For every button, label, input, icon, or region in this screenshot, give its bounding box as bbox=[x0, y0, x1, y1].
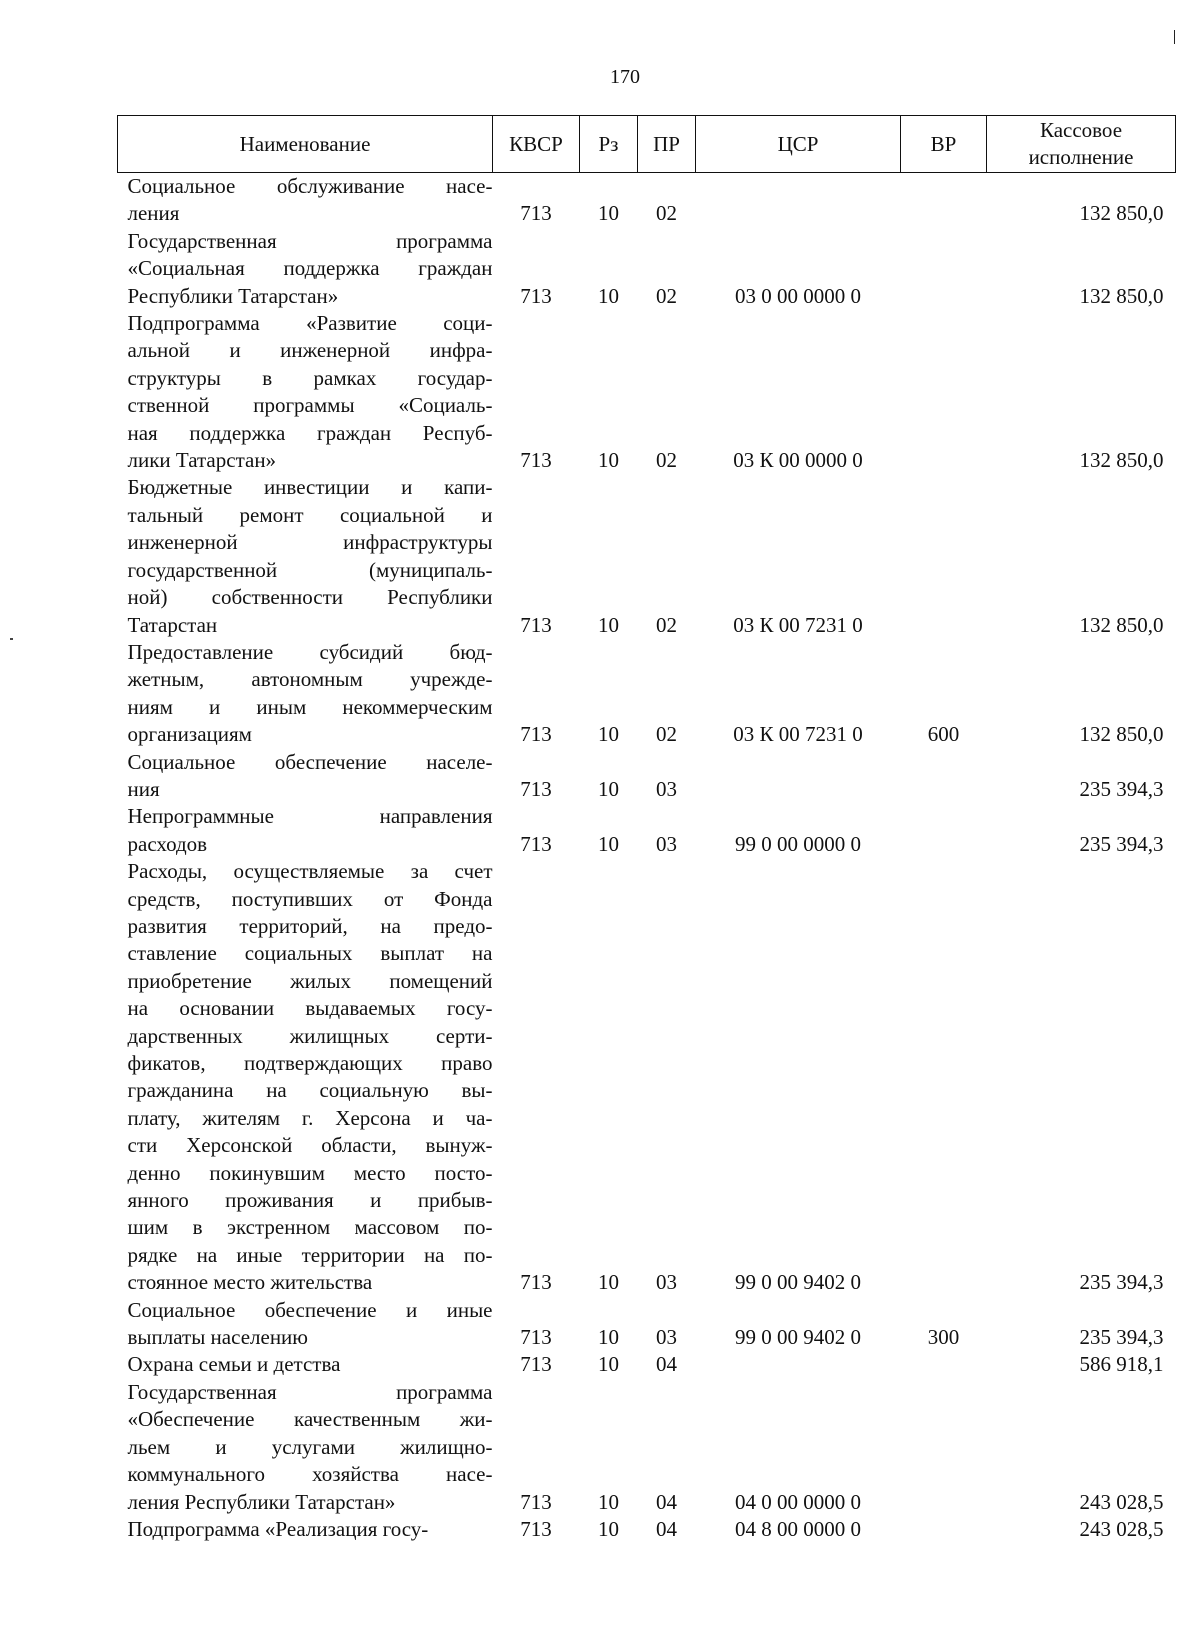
cell-name-line: плату, жителям г. Херсона и ча- bbox=[127, 1105, 493, 1130]
cell-name bbox=[118, 803, 493, 858]
cell-name-line: средств, поступивших от Фонда bbox=[127, 886, 493, 911]
cell-name-line: выплаты населению bbox=[127, 1325, 308, 1350]
table-row bbox=[118, 803, 1176, 858]
cell-kvsr: 713 bbox=[520, 722, 552, 747]
cell-kvsr: 713 bbox=[520, 1352, 552, 1377]
cell-name-line: расходов bbox=[127, 831, 208, 856]
cell-name-line: стоянное место жительства bbox=[127, 1270, 373, 1295]
cell-csr: 99 0 00 9402 0 bbox=[735, 1270, 861, 1295]
cell-kvsr: 713 bbox=[520, 776, 552, 801]
cell-pr: 03 bbox=[656, 1270, 677, 1295]
cell-cash: 235 394,3 bbox=[1079, 831, 1164, 856]
cell-name bbox=[118, 749, 493, 804]
cell-name-line: ставление социальных выплат на bbox=[127, 941, 493, 966]
cell-rz: 10 bbox=[598, 1352, 619, 1377]
cell-vr: 300 bbox=[927, 1325, 960, 1350]
cell-vr bbox=[901, 749, 987, 804]
cell-cash: 235 394,3 bbox=[1079, 1270, 1164, 1295]
table-row bbox=[118, 1379, 1176, 1516]
table-row bbox=[118, 310, 1176, 474]
cell-pr: 02 bbox=[656, 612, 677, 637]
cell-name-line: Подпрограмма «Реализация госу- bbox=[127, 1516, 429, 1541]
cell-name bbox=[118, 1516, 493, 1543]
cell-name-line: на основании выдаваемых госу- bbox=[127, 996, 493, 1021]
cell-rz: 10 bbox=[598, 1489, 619, 1514]
table-row bbox=[118, 1297, 1176, 1352]
cell-name-line: приобретение жилых помещений bbox=[127, 968, 493, 993]
cell-name-line: Подпрограмма «Развитие соци- bbox=[127, 311, 493, 336]
cell-name-line: льем и услугами жилищно- bbox=[127, 1434, 493, 1459]
cell-vr bbox=[901, 228, 987, 310]
cell-csr: 04 8 00 0000 0 bbox=[735, 1516, 861, 1541]
cell-csr: 03 К 00 7231 0 bbox=[733, 612, 863, 637]
table-row bbox=[118, 474, 1176, 638]
cell-rz: 10 bbox=[598, 1516, 619, 1541]
scan-artifact-mark bbox=[1174, 30, 1175, 44]
cell-name-line: ния bbox=[127, 776, 160, 801]
cell-rz: 10 bbox=[598, 448, 619, 473]
cell-name-line: Бюджетные инвестиции и капи- bbox=[127, 475, 493, 500]
page-number: 170 bbox=[610, 66, 640, 88]
cell-kvsr: 713 bbox=[520, 448, 552, 473]
cell-name-line: жетным, автономным учрежде- bbox=[127, 667, 493, 692]
column-header-kvsr: КВСР bbox=[493, 116, 580, 173]
cell-cash: 586 918,1 bbox=[1079, 1352, 1164, 1377]
cell-csr: 03 К 00 7231 0 bbox=[733, 722, 863, 747]
table-row bbox=[118, 228, 1176, 310]
budget-execution-table bbox=[117, 115, 1176, 1543]
cell-name bbox=[118, 858, 493, 1297]
cell-rz: 10 bbox=[598, 776, 619, 801]
cell-name-line: Социальное обеспечение и иные bbox=[127, 1297, 493, 1322]
cell-cash: 132 850,0 bbox=[1079, 722, 1164, 747]
cell-name bbox=[118, 228, 493, 310]
cell-vr bbox=[901, 474, 987, 638]
cell-cash: 235 394,3 bbox=[1079, 776, 1164, 801]
column-header-cash bbox=[987, 116, 1176, 173]
cell-name-line: ственной программы «Социаль- bbox=[127, 393, 493, 418]
cell-pr: 02 bbox=[656, 201, 677, 226]
cell-kvsr: 713 bbox=[520, 1516, 552, 1541]
cell-name-line: янного проживания и прибыв- bbox=[127, 1188, 493, 1213]
cell-name-line: гражданина на социальную вы- bbox=[127, 1078, 493, 1103]
column-header-pr: ПР bbox=[638, 116, 696, 173]
cell-name bbox=[118, 310, 493, 474]
table-row bbox=[118, 173, 1176, 228]
cell-csr: 99 0 00 9402 0 bbox=[735, 1325, 861, 1350]
cell-kvsr: 713 bbox=[520, 831, 552, 856]
cell-csr bbox=[696, 1351, 901, 1378]
cell-vr bbox=[901, 1351, 987, 1378]
cell-cash: 243 028,5 bbox=[1079, 1516, 1164, 1541]
cell-name-line: ления bbox=[127, 201, 180, 226]
cell-name-line: Государственная программа bbox=[127, 1379, 493, 1404]
cell-name-line: ления Республики Татарстан» bbox=[127, 1489, 396, 1514]
cell-name-line: Расходы, осуществляемые за счет bbox=[127, 859, 493, 884]
cell-name-line: развития территорий, на предо- bbox=[127, 913, 493, 938]
cell-csr bbox=[696, 749, 901, 804]
cell-name-line: Татарстан bbox=[127, 612, 218, 637]
column-header-name: Наименование bbox=[118, 116, 493, 173]
scan-artifact-dot bbox=[10, 638, 13, 640]
cell-name-line: инженерной инфраструктуры bbox=[127, 530, 493, 555]
cell-name-line: фикатов, подтверждающих право bbox=[127, 1051, 493, 1075]
cell-name-line: структуры в рамках государ- bbox=[127, 365, 493, 390]
table-body bbox=[118, 173, 1176, 1544]
column-header-rz: Рз bbox=[580, 116, 638, 173]
cell-vr bbox=[901, 858, 987, 1297]
cell-kvsr: 713 bbox=[520, 612, 552, 637]
column-header-vr: ВР bbox=[901, 116, 987, 173]
table-row bbox=[118, 858, 1176, 1297]
cell-rz: 10 bbox=[598, 1270, 619, 1295]
cell-csr: 03 К 00 0000 0 bbox=[733, 448, 863, 473]
cell-csr: 99 0 00 0000 0 bbox=[735, 831, 861, 856]
cell-pr: 02 bbox=[656, 722, 677, 747]
cell-cash: 243 028,5 bbox=[1079, 1489, 1164, 1514]
cell-name-line: Предоставление субсидий бюд- bbox=[127, 639, 493, 664]
table-row bbox=[118, 749, 1176, 804]
cell-name-line: ная поддержка граждан Респуб- bbox=[127, 420, 493, 445]
cell-name-line: Охрана семьи и детства bbox=[127, 1352, 341, 1377]
cell-vr bbox=[901, 173, 987, 228]
cell-name bbox=[118, 1297, 493, 1352]
cell-kvsr: 713 bbox=[520, 1270, 552, 1295]
cell-cash: 235 394,3 bbox=[1079, 1325, 1164, 1350]
cell-name bbox=[118, 1351, 493, 1378]
cell-cash: 132 850,0 bbox=[1079, 283, 1164, 308]
cell-pr: 04 bbox=[656, 1352, 677, 1377]
cell-name-line: Социальное обслуживание насе- bbox=[127, 174, 493, 198]
cell-name-line: «Социальная поддержка граждан bbox=[127, 256, 493, 281]
cell-vr: 600 bbox=[927, 722, 960, 747]
cell-pr: 02 bbox=[656, 283, 677, 308]
cell-name bbox=[118, 173, 493, 228]
cell-name bbox=[118, 1379, 493, 1516]
cell-pr: 04 bbox=[656, 1516, 677, 1541]
cell-vr bbox=[901, 310, 987, 474]
cell-cash: 132 850,0 bbox=[1079, 612, 1164, 637]
cell-vr bbox=[901, 1379, 987, 1516]
column-header-csr: ЦСР bbox=[696, 116, 901, 173]
cell-kvsr: 713 bbox=[520, 1325, 552, 1350]
cell-kvsr: 713 bbox=[520, 1489, 552, 1514]
cell-name-line: ной) собственности Республики bbox=[127, 585, 493, 610]
cell-name-line: коммунального хозяйства насе- bbox=[127, 1462, 493, 1487]
cell-rz: 10 bbox=[598, 283, 619, 308]
cell-name-line: «Обеспечение качественным жи- bbox=[127, 1407, 493, 1432]
cell-name-line: Государственная программа bbox=[127, 228, 493, 253]
cell-name-line: Республики Татарстан» bbox=[127, 283, 339, 308]
cell-name-line: Социальное обеспечение населе- bbox=[127, 749, 493, 774]
cell-pr: 03 bbox=[656, 776, 677, 801]
cell-name-line: альной и инженерной инфра- bbox=[127, 338, 493, 363]
table-row bbox=[118, 639, 1176, 749]
cell-kvsr: 713 bbox=[520, 283, 552, 308]
column-header-cash-line2: исполнение bbox=[1028, 145, 1134, 169]
cell-name bbox=[118, 474, 493, 638]
cell-pr: 02 bbox=[656, 448, 677, 473]
cell-name-line: шим в экстренном массовом по- bbox=[127, 1215, 493, 1240]
cell-name-line: государственной (муниципаль- bbox=[127, 557, 493, 582]
cell-name-line: тальный ремонт социальной и bbox=[127, 502, 493, 527]
cell-csr: 03 0 00 0000 0 bbox=[735, 283, 861, 308]
table-row bbox=[118, 1516, 1176, 1543]
column-header-cash-line1: Кассовое bbox=[1039, 118, 1123, 142]
cell-cash: 132 850,0 bbox=[1079, 201, 1164, 226]
cell-csr: 04 0 00 0000 0 bbox=[735, 1489, 861, 1514]
cell-name-line: организациям bbox=[127, 722, 252, 747]
cell-kvsr: 713 bbox=[520, 201, 552, 226]
table-row bbox=[118, 1351, 1176, 1378]
cell-rz: 10 bbox=[598, 612, 619, 637]
cell-name-line: ниям и иным некоммерческим bbox=[127, 694, 493, 719]
cell-rz: 10 bbox=[598, 722, 619, 747]
cell-name-line: лики Татарстан» bbox=[127, 448, 277, 473]
cell-name-line: Непрограммные направления bbox=[127, 804, 493, 829]
cell-name-line: рядке на иные территории на по- bbox=[127, 1242, 493, 1267]
cell-rz: 10 bbox=[598, 201, 619, 226]
cell-name bbox=[118, 639, 493, 749]
cell-vr bbox=[901, 1516, 987, 1543]
cell-rz: 10 bbox=[598, 831, 619, 856]
cell-vr bbox=[901, 803, 987, 858]
cell-pr: 04 bbox=[656, 1489, 677, 1514]
cell-cash: 132 850,0 bbox=[1079, 448, 1164, 473]
cell-pr: 03 bbox=[656, 831, 677, 856]
cell-csr bbox=[696, 173, 901, 228]
cell-name-line: денно покинувшим место посто- bbox=[127, 1160, 493, 1185]
cell-name-line: сти Херсонской области, вынуж- bbox=[127, 1133, 493, 1158]
cell-pr: 03 bbox=[656, 1325, 677, 1350]
cell-rz: 10 bbox=[598, 1325, 619, 1350]
cell-name-line: дарственных жилищных серти- bbox=[127, 1023, 493, 1048]
table-header-row bbox=[118, 116, 1176, 173]
